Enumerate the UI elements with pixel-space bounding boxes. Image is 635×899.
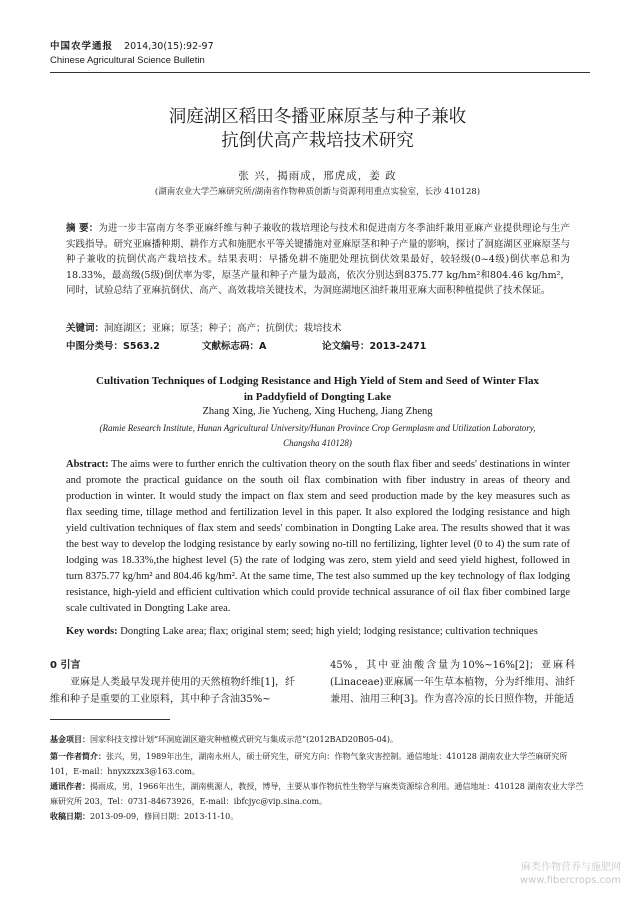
title-line-1: 洞庭湖区稻田冬播亚麻原茎与种子兼收 — [168, 107, 467, 127]
document-code: 文献标志码：A — [202, 341, 267, 352]
footnote-first-author-text: 张兴，男，1989年出生，湖南永州人，硕士研究生，研究方向：作物气象灾害控制。通信地址：410128 湖南农业大学苎麻研究所 101，E-mail：hnyxzxzx3@163.com。 — [50, 752, 568, 776]
english-affiliation-line-2: Changsha 410128) — [283, 438, 352, 448]
english-authors: Zhang Xing, Jie Yucheng, Xing Hucheng, Jiang Zheng — [202, 406, 433, 417]
watermark-url: www.fibercrops.com — [519, 875, 621, 886]
abstract-en-text: The aims were to further enrich the cultivation theory on the south flax fiber and seeds' destinations in winter and promote the practical guidance on the south oil flax combination with fiber industry in areas of theory and production in winter. It would study the impact on flax stem and seed production made by the key measures such as flax seeding time, tillage method and fertilization level in this paper. It also explored the lodging resistance and high yield cultivation techniques of flax stem and seeds' combination in Dongting Lake area. The results showed that it was the best way to develop the lodging resistance by early sowing no-till no fertilizing, lighter level (0 to 4) the sum rate of lodging was 18.33%,the highest level (5) the rate of lodging was zero, stem yield and seed yield highest, followed in turn 8375.77 kg/hm² and 804.46 kg/hm². At the same time, The test also summed up the key technology of flax lodging resistance, high-yield and efficient cultivation which could provide technical assurance of oil flax fiber combined large scale cultivated in Dongting Lake area. — [66, 459, 570, 614]
footnote-dates-text: 2013-09-09，修回日期：2013-11-10。 — [90, 812, 239, 821]
footnote-dates-label: 收稿日期： — [50, 812, 90, 821]
body-text-right: 45%，其中亚油酸含量为10%~16%[2]；亚麻科(Linaceae)亚麻属一年生草本植物，分为纤维用、油纤兼用、油用三种[3]。作为喜冷凉的长日照作物，并能适 — [330, 660, 575, 705]
title-line-2: 抗倒伏高产栽培技术研究 — [221, 131, 414, 151]
english-title-line-1: Cultivation Techniques of Lodging Resistance and High Yield of Stem and Seed of Winter Flax — [96, 375, 539, 387]
abstract-cn-text: 为进一步丰富南方冬季亚麻纤维与种子兼收的栽培理论与技术和促进南方冬季油纤兼用亚麻产业提供理论与生产实践指导。研究亚麻播种期、耕作方式和施肥水平等关键播施对亚麻原茎和种子产量的影响，探讨了洞庭湖区亚麻原茎与种子兼收的抗倒伏高产栽培技术。结果表明：早播免耕不施肥处理抗倒伏效果最好，较轻级(0~4级)倒伏率总和为18.33%，最高级(5级)倒伏率为零，原茎产量和种子产量为最高，依次分别达到8375.77 kg/hm²和804.46 kg/hm²，同时，试验总结了亚麻抗倒伏、高产、高效栽培关键技术，为洞庭湖地区油纤兼用亚麻大面积种植提供了技术保证。 — [66, 223, 570, 297]
running-header — [50, 40, 590, 54]
clc-number: 中图分类号：S563.2 — [66, 341, 160, 352]
keywords-cn — [66, 322, 570, 336]
issue-info: 2014,30(15):92-97 — [124, 41, 214, 52]
footnote-fund-label: 基金项目： — [50, 735, 90, 744]
footnote-fund-text: 国家科技支撑计划“环洞庭湖区避灾种植模式研究与集成示范”(2012BAD20B05-04)。 — [90, 735, 398, 744]
footnote-dates — [50, 809, 590, 824]
keywords-en-label: Key words: — [66, 626, 118, 637]
journal-name-en: Chinese Agricultural Science Bulletin — [50, 55, 205, 66]
english-affiliation-line-1: (Ramie Research Institute, Hunan Agricultural University/Hunan Province Crop Germplasm and Utilization Laboratory, — [99, 423, 536, 433]
footnote-corresponding-text: 揭雨成，男，1966年出生，湖南桃源人，教授，博导，主要从事作物抗性生物学与麻类资源综合利用。通信地址：410128 湖南农业大学苎麻研究所 203，Tel：0731-84673926，E-mail：ibfcjyc@vip.sina.com。 — [50, 782, 584, 806]
abstract-cn — [66, 221, 570, 299]
keywords-cn-label: 关键词： — [66, 323, 105, 334]
abstract-cn-label: 摘 要： — [66, 223, 99, 234]
article-number: 论文编号：2013-2471 — [322, 341, 427, 352]
keywords-cn-text: 洞庭湖区；亚麻；原茎；种子；高产；抗倒伏；栽培技术 — [104, 323, 342, 334]
keywords-en — [66, 625, 570, 639]
footnote-first-author-label: 第一作者简介： — [50, 752, 106, 761]
header-rule — [50, 72, 590, 73]
abstract-en-label: Abstract: — [66, 459, 109, 470]
journal-name-cn: 中国农学通报 — [50, 41, 114, 52]
affiliation-cn: (湖南农业大学苎麻研究所/湖南省作物种质创新与资源利用重点实验室，长沙 410128) — [154, 187, 481, 197]
footnote-corresponding — [50, 779, 590, 809]
english-affiliation — [80, 421, 555, 451]
keywords-en-text: Dongting Lake area; flax; original stem; seed; high yield; lodging resistance; cultivation techniques — [120, 626, 538, 637]
watermark-cn: 麻类作物营养与施肥网 — [521, 862, 621, 873]
body-text-left: 亚麻是人类最早发现并使用的天然植物纤维[1]，纤维和种子是重要的工业原料，其中种子含油35%~ — [50, 677, 295, 705]
english-title-line-2: in Paddyfield of Dongting Lake — [243, 391, 392, 403]
watermark — [520, 861, 621, 887]
abstract-en — [66, 457, 570, 617]
footnote-first-author — [50, 749, 590, 779]
authors-cn: 张 兴，揭雨成，邢虎成，姜 政 — [238, 170, 397, 182]
body-column-right — [330, 657, 575, 708]
footnote-rule — [50, 719, 170, 720]
footnote-corresponding-label: 通讯作者： — [50, 782, 90, 791]
section-heading: 0 引言 — [50, 660, 81, 671]
footnote-fund — [50, 732, 590, 747]
body-column-left — [50, 657, 295, 708]
